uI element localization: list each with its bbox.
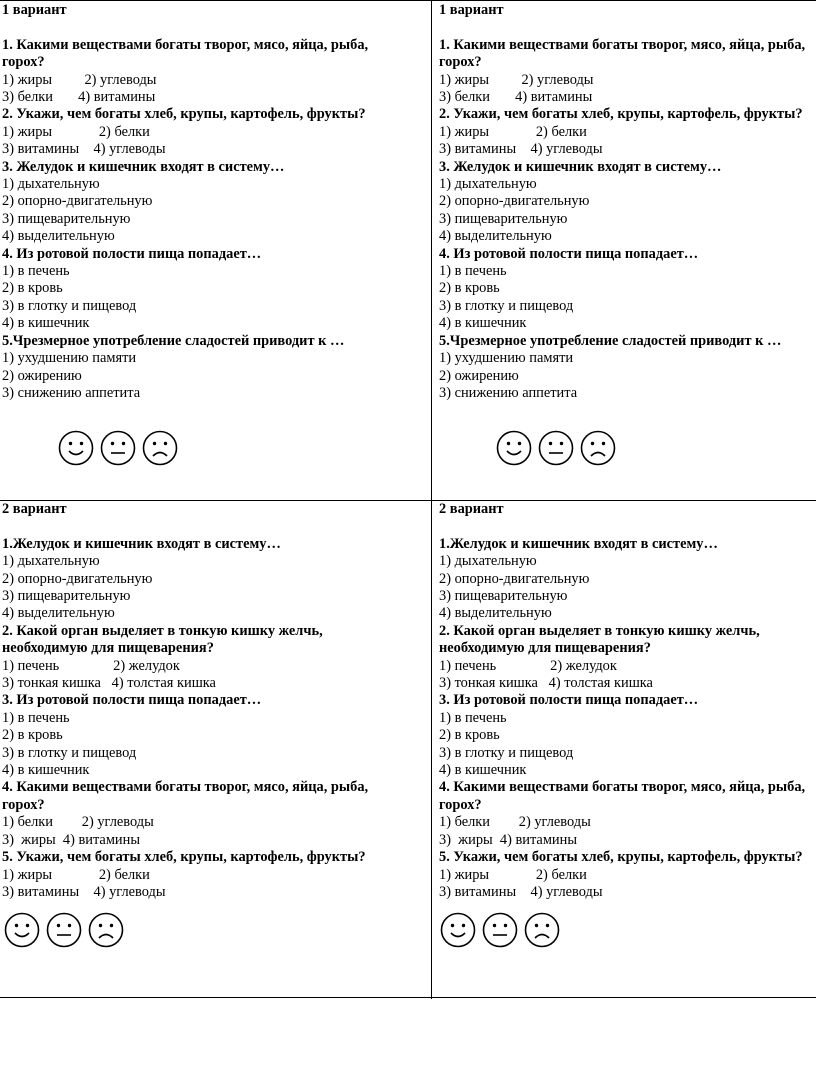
question-text: 3. Из ротовой полости пища попадает… (2, 692, 262, 709)
answer-option: 1) дыхательную (439, 176, 537, 193)
question-text: горох? (2, 54, 45, 71)
variant-title: 1 вариант (439, 2, 504, 18)
question-text: 2. Укажи, чем богаты хлеб, крупы, картофель, фрукты? (2, 106, 366, 123)
neutral-face-icon (482, 912, 518, 948)
answer-option: 2) опорно-двигательную (439, 193, 590, 210)
variant-title: 2 вариант (2, 501, 67, 517)
question-text: 1.Желудок и кишечник входят в систему… (2, 535, 281, 552)
neutral-face-icon (538, 430, 574, 466)
question-text: 4. Какими веществами богаты творог, мясо, яйца, рыба, (439, 779, 806, 796)
cell-variant-1-right (439, 2, 816, 498)
answer-option: 3) витамины 4) углеводы (2, 883, 166, 900)
question-text: 4. Какими веществами богаты творог, мясо, яйца, рыба, (2, 779, 369, 796)
spacer (2, 19, 430, 36)
answer-option: 4) в кишечник (2, 315, 90, 332)
answer-option: 1) жиры 2) белки (2, 866, 150, 883)
question-text: необходимую для пищеварения? (2, 640, 214, 657)
spacer (439, 19, 816, 36)
mood-icons (440, 912, 560, 948)
answer-option: 1) жиры 2) углеводы (439, 71, 594, 88)
spacer (2, 518, 430, 535)
answer-option: 3) пищеварительную (2, 588, 131, 605)
answer-option: 1) дыхательную (439, 553, 537, 570)
answer-option: 2) в кровь (2, 280, 63, 297)
question-text: 5. Укажи, чем богаты хлеб, крупы, картофель, фрукты? (439, 849, 803, 866)
question-text: необходимую для пищеварения? (439, 640, 651, 657)
answer-option: 3) пищеварительную (439, 210, 568, 227)
answer-option: 3) в глотку и пищевод (2, 744, 137, 761)
answer-option: 2) в кровь (439, 727, 500, 744)
answer-option: 1) жиры 2) белки (439, 123, 587, 140)
answer-option: 2) опорно-двигательную (2, 193, 153, 210)
answer-option: 3) белки 4) витамины (2, 89, 156, 106)
answer-option: 3) витамины 4) углеводы (439, 883, 603, 900)
answer-option: 1) жиры 2) белки (2, 123, 150, 140)
frowning-face-icon (88, 912, 124, 948)
variant-title: 2 вариант (439, 501, 504, 517)
answer-option: 4) выделительную (439, 605, 552, 622)
variant-title: 1 вариант (2, 2, 67, 18)
spacer (439, 518, 816, 535)
answer-option: 3) жиры 4) витамины (439, 831, 577, 848)
answer-option: 1) в печень (439, 709, 507, 726)
question-text: 5.Чрезмерное употребление сладостей приводит к … (2, 332, 345, 349)
answer-option: 3) в глотку и пищевод (2, 297, 137, 314)
frowning-face-icon (580, 430, 616, 466)
answer-option: 4) выделительную (439, 228, 552, 245)
mood-icons (496, 430, 616, 466)
answer-option: 4) выделительную (2, 228, 115, 245)
question-text: 4. Из ротовой полости пища попадает… (439, 245, 699, 262)
question-text: 1.Желудок и кишечник входят в систему… (439, 535, 718, 552)
answer-option: 3) витамины 4) углеводы (439, 141, 603, 158)
frowning-face-icon (524, 912, 560, 948)
answer-option: 3) тонкая кишка 4) толстая кишка (2, 675, 216, 692)
answer-option: 3) жиры 4) витамины (2, 831, 140, 848)
question-text: 2. Какой орган выделяет в тонкую кишку желчь, (439, 622, 760, 639)
answer-option: 1) ухудшению памяти (439, 350, 574, 367)
answer-option: 4) в кишечник (439, 762, 527, 779)
answer-option: 3) снижению аппетита (2, 384, 141, 401)
answer-option: 1) печень 2) желудок (2, 657, 180, 674)
answer-option: 3) пищеварительную (2, 210, 131, 227)
question-text: 3. Из ротовой полости пища попадает… (439, 692, 699, 709)
question-text: 2. Укажи, чем богаты хлеб, крупы, картофель, фрукты? (439, 106, 803, 123)
answer-option: 1) жиры 2) белки (439, 866, 587, 883)
answer-option: 3) снижению аппетита (439, 384, 578, 401)
question-text: 3. Желудок и кишечник входят в систему… (2, 158, 285, 175)
answer-option: 2) ожирению (439, 367, 519, 384)
neutral-face-icon (46, 912, 82, 948)
question-text: горох? (439, 796, 482, 813)
answer-option: 2) опорно-двигательную (439, 570, 590, 587)
answer-option: 1) дыхательную (2, 553, 100, 570)
smiling-face-icon (4, 912, 40, 948)
answer-option: 1) в печень (2, 263, 70, 280)
answer-option: 3) белки 4) витамины (439, 89, 593, 106)
answer-option: 3) пищеварительную (439, 588, 568, 605)
question-text: 5. Укажи, чем богаты хлеб, крупы, картофель, фрукты? (2, 849, 366, 866)
answer-option: 3) витамины 4) углеводы (2, 141, 166, 158)
question-text: 1. Какими веществами богаты творог, мясо, яйца, рыба, (2, 36, 369, 53)
question-text: 2. Какой орган выделяет в тонкую кишку желчь, (2, 622, 323, 639)
answer-option: 1) в печень (439, 263, 507, 280)
question-text: 1. Какими веществами богаты творог, мясо, яйца, рыба, (439, 36, 806, 53)
question-text: 3. Желудок и кишечник входят в систему… (439, 158, 722, 175)
answer-option: 2) опорно-двигательную (2, 570, 153, 587)
question-text: горох? (2, 796, 45, 813)
answer-option: 2) ожирению (2, 367, 82, 384)
answer-option: 4) выделительную (2, 605, 115, 622)
answer-option: 3) тонкая кишка 4) толстая кишка (439, 675, 653, 692)
answer-option: 1) дыхательную (2, 176, 100, 193)
answer-option: 4) в кишечник (439, 315, 527, 332)
answer-option: 1) жиры 2) углеводы (2, 71, 157, 88)
neutral-face-icon (100, 430, 136, 466)
answer-option: 3) в глотку и пищевод (439, 297, 574, 314)
answer-option: 2) в кровь (439, 280, 500, 297)
frowning-face-icon (142, 430, 178, 466)
question-text: горох? (439, 54, 482, 71)
answer-option: 4) в кишечник (2, 762, 90, 779)
smiling-face-icon (440, 912, 476, 948)
answer-option: 1) в печень (2, 709, 70, 726)
answer-option: 1) белки 2) углеводы (439, 814, 591, 831)
answer-option: 1) белки 2) углеводы (2, 814, 154, 831)
answer-option: 2) в кровь (2, 727, 63, 744)
question-text: 5.Чрезмерное употребление сладостей приводит к … (439, 332, 782, 349)
question-text: 4. Из ротовой полости пища попадает… (2, 245, 262, 262)
smiling-face-icon (496, 430, 532, 466)
smiling-face-icon (58, 430, 94, 466)
cell-variant-1-left (2, 2, 430, 498)
mood-icons (4, 912, 124, 948)
mood-icons (58, 430, 178, 466)
answer-option: 3) в глотку и пищевод (439, 744, 574, 761)
answer-option: 1) ухудшению памяти (2, 350, 137, 367)
answer-option: 1) печень 2) желудок (439, 657, 617, 674)
